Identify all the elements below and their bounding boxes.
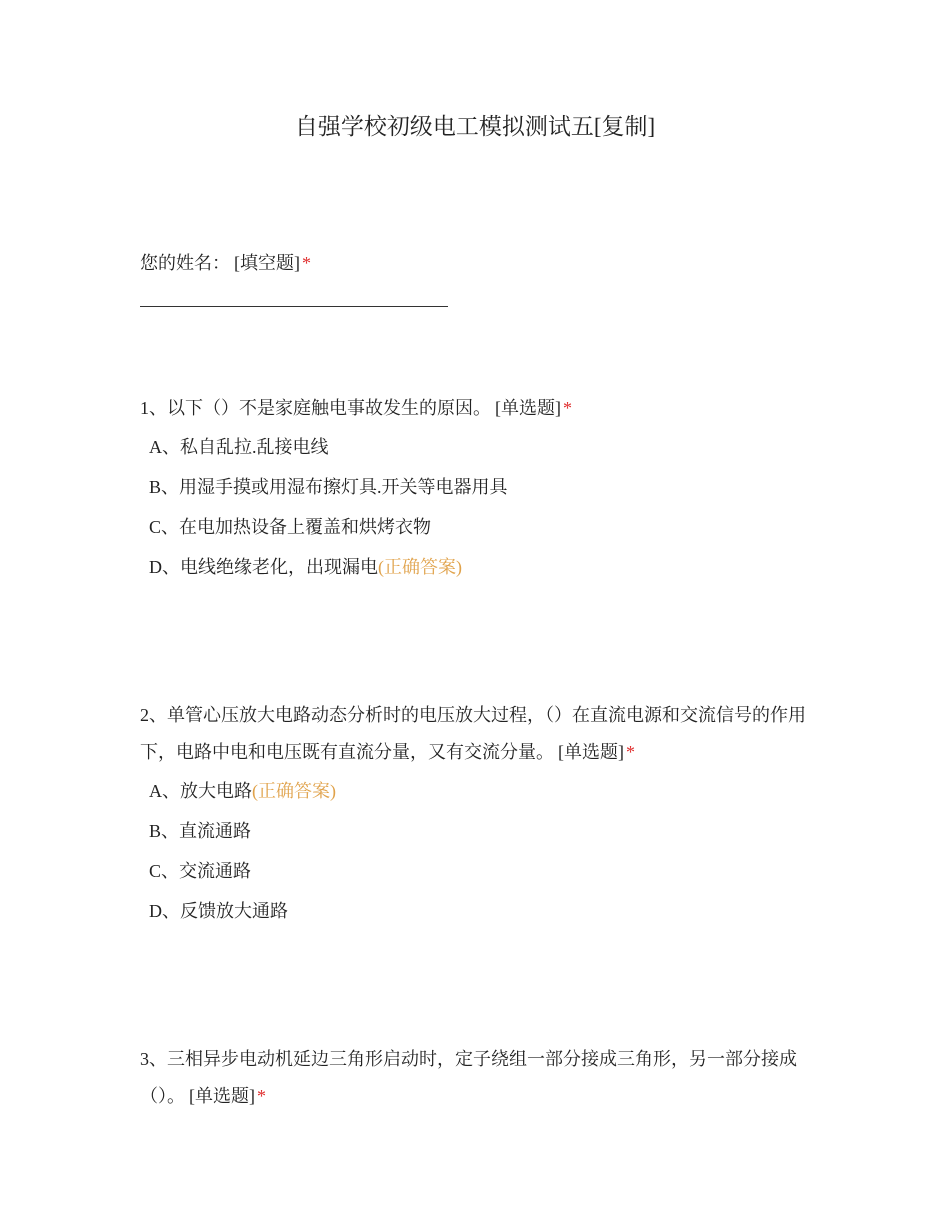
- option-label: B、用湿手摸或用湿布擦灯具.开关等电器用具: [149, 477, 508, 497]
- option-a[interactable]: [140, 771, 810, 811]
- question-3-text: [140, 1041, 810, 1115]
- question-1: [140, 390, 810, 587]
- name-question: [140, 245, 810, 307]
- option-label: D、电线绝缘老化，出现漏电: [149, 557, 378, 577]
- option-b[interactable]: [140, 467, 810, 507]
- option-b[interactable]: [140, 811, 810, 851]
- page-title: 自强学校初级电工模拟测试五[复制]: [294, 114, 656, 139]
- question-1-options: [140, 427, 810, 587]
- question-2-text: [140, 697, 810, 771]
- question-label: 1、以下（）不是家庭触电事故发生的原因。: [140, 398, 491, 418]
- option-d[interactable]: [140, 547, 810, 587]
- question-label: 3、三相异步电动机延边三角形启动时，定子绕组一部分接成三角形，另一部分接成（）。: [140, 1049, 797, 1106]
- question-label: 2、单管心压放大电路动态分析时的电压放大过程，（）在直流电源和交流信号的作用下，电路中电和电压既有直流分量，又有交流分量。: [140, 705, 806, 762]
- name-input-line[interactable]: [140, 306, 448, 307]
- question-1-text: [140, 390, 810, 427]
- option-label: D、反馈放大通路: [149, 901, 288, 921]
- required-mark: *: [626, 742, 635, 762]
- question-type: [单选题]: [558, 742, 624, 762]
- option-d[interactable]: [140, 891, 810, 931]
- question-label: 您的姓名：: [140, 253, 230, 273]
- question-type: [单选题]: [189, 1086, 255, 1106]
- required-mark: *: [302, 253, 311, 273]
- question-type: [填空题]: [234, 253, 300, 273]
- option-c[interactable]: [140, 507, 810, 547]
- name-question-text: [140, 245, 810, 282]
- question-2: [140, 697, 810, 931]
- question-2-options: [140, 771, 810, 931]
- option-label: C、交流通路: [149, 861, 252, 881]
- correct-answer-tag: (正确答案): [378, 557, 462, 577]
- correct-answer-tag: (正确答案): [252, 781, 336, 801]
- required-mark: *: [257, 1086, 266, 1106]
- option-a[interactable]: [140, 427, 810, 467]
- required-mark: *: [563, 398, 572, 418]
- option-label: C、在电加热设备上覆盖和烘烤衣物: [149, 517, 432, 537]
- option-c[interactable]: [140, 851, 810, 891]
- question-type: [单选题]: [495, 398, 561, 418]
- option-label: A、私自乱拉.乱接电线: [149, 437, 329, 457]
- option-label: B、直流通路: [149, 821, 252, 841]
- question-3: [140, 1041, 810, 1115]
- option-label: A、放大电路: [149, 781, 252, 801]
